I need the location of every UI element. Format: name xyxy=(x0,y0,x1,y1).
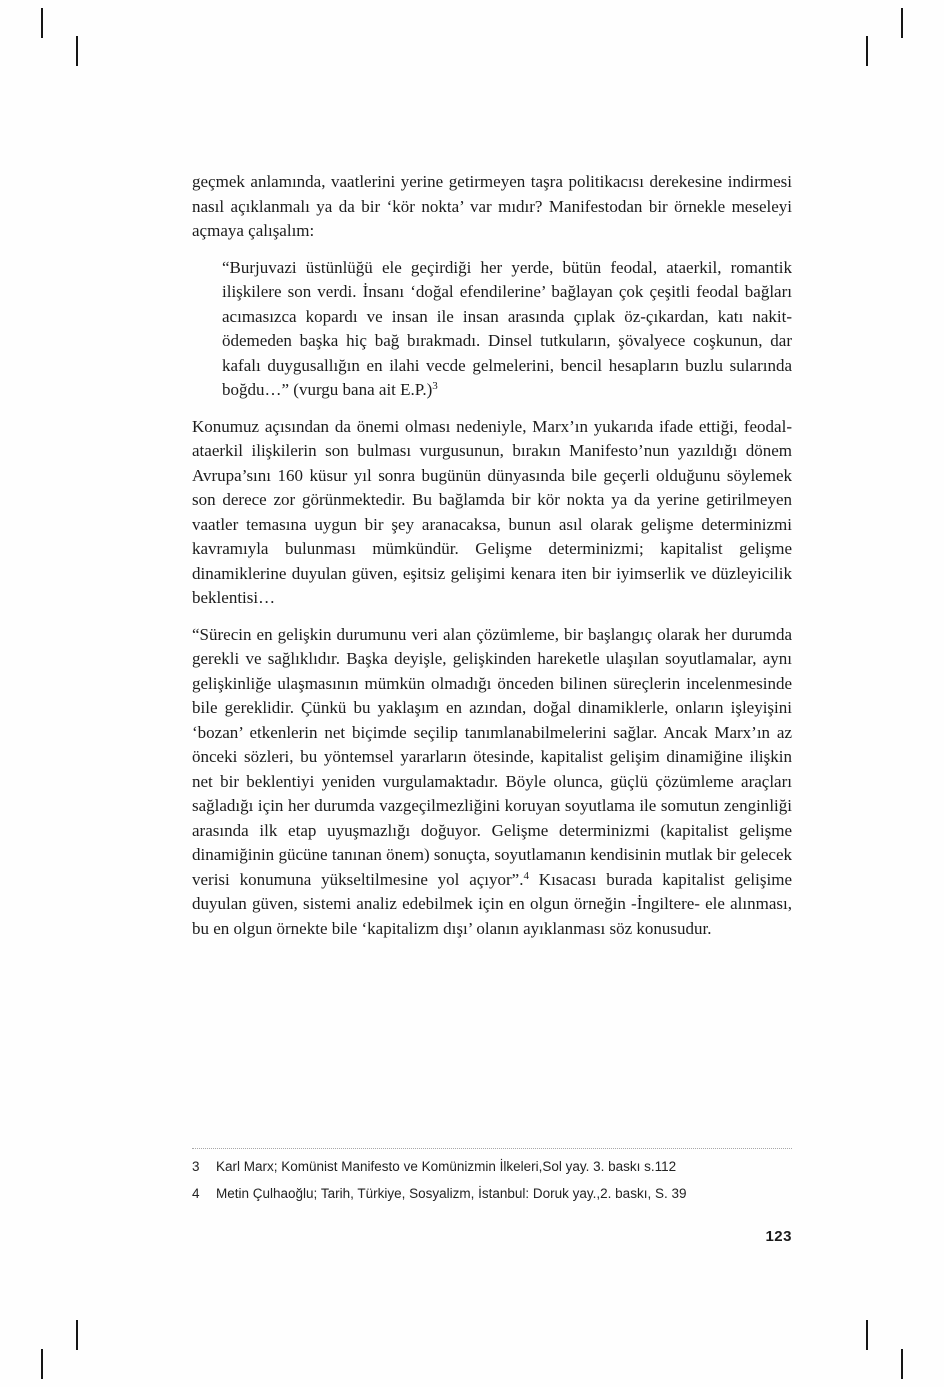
footnote-3 xyxy=(192,1158,792,1176)
footnote-number: 4 xyxy=(192,1186,200,1201)
footnote-text: Karl Marx; Komünist Manifesto ve Komünizmin İlkeleri,Sol yay. 3. baskı s.112 xyxy=(216,1159,677,1174)
paragraph-commentary: Konumuz açısından da önemi olması nedeniyle, Marx’ın yukarıda ifade ettiği, feodal-ataerkil ilişkilerin son bulması vurgusunun, bırakın Manifesto’nun yazıldığı dönem Avrupa’sını 160 küsur yıl sonra bugünün dünyasında bile geçerli olduğunu söylemek son derece zor görünmektedir. Bu bağlamda bir kör nokta ya da yerine getirilmeyen vaatler temasına uygun bir şey aranacaksa, bunun asıl olarak gelişme determinizmi kavramıyla bulunması mümkündür. Gelişme determinizmi; kapitalist gelişme dinamiklerine duyulan güven, eşitsiz gelişimi kenara iten bir iyimserlik ve düzleyicilik beklentisi… xyxy=(192,416,792,607)
crop-mark-bottom-left-outer xyxy=(41,1349,43,1379)
paragraph-text: Kısacası burada kapitalist gelişime duyulan güven, sistemi analiz edebilmek için en olgun örneğin -İngiltere- ele alınması, bu en olgun örnekte bile ‘kapitalizm dışı’ olanın ayıklanması söz konusudur. xyxy=(192,869,792,938)
crop-mark-bottom-right-inner xyxy=(866,1320,868,1350)
text-block xyxy=(192,170,792,953)
footnote-number: 3 xyxy=(192,1159,200,1174)
paragraph-text: “Sürecin en gelişkin durumunu veri alan çözümleme, bir başlangıç olarak her durumda gerekli ve sağlıklıdır. Başka deyişle, gelişkinden hareketle ulaşılan soyutlamalar, aynı gelişkinliğe ulaşmasının mümkün olmadığı önceden bilinen süreçlerin incelenmesinde bile gereklidir. Çünkü bu yaklaşım en azından, doğal dinamiklerle, onların işleyişini ‘bozan’ etkenlerin net biçimde seçilip tanımlanabilmelerini sağlar. Ancak Marx’ın az önceki sözleri, bu yöntemsel yararların ötesinde, kapitalist gelişim dinamiğine ilişkin net bir beklentiyi yeniden vurgulamaktadır. Böyle olunca, güçlü çözümleme araçları sağladığı için her durumda vazgeçilmezliğini koruyan soyutlama ile somutun zenginliği arasında ilk etap uyuşmazlığı doğuyor. Gelişme determinizmi (kapitalist gelişme dinamiğinin gücüne tanınan önem) sonuçta, soyutlamanın kendisinin mutlak bir gelecek verisi konumuna yükseltilmesine yol açıyor”. xyxy=(192,624,792,889)
footnote-divider xyxy=(192,1148,792,1149)
page-number: 123 xyxy=(765,1228,792,1245)
footnote-4 xyxy=(192,1185,792,1203)
crop-mark-top-left-outer xyxy=(41,8,43,38)
footnotes-section xyxy=(192,1148,792,1212)
paragraph-intro: geçmek anlamında, vaatlerini yerine getirmeyen taşra politikacısı derekesine indirmesi nasıl açıklanmalı ya da bir ‘kör nokta’ var mıdır? Manifestodan bir örnekle meseleyi açmaya çalışalım: xyxy=(192,172,792,240)
paragraph-quote-culhaoglu xyxy=(192,623,792,942)
blockquote-manifesto xyxy=(192,256,792,403)
crop-mark-top-right-inner xyxy=(866,36,868,66)
crop-mark-bottom-left-inner xyxy=(76,1320,78,1350)
crop-mark-top-right-outer xyxy=(901,8,903,38)
footnote-ref-4: 4 xyxy=(523,869,529,882)
footnote-text: Metin Çulhaoğlu; Tarih, Türkiye, Sosyalizm, İstanbul: Doruk yay.,2. baskı, S. 39 xyxy=(216,1186,687,1201)
quote-text: “Burjuvazi üstünlüğü ele geçirdiği her yerde, bütün feodal, ataerkil, romantik ilişkilere son verdi. İnsanı ‘doğal efendilerine’ bağlayan çok çeşitli feodal bağları acımasızca kopardı ve insan ile insan arasında çıplak öz-çıkardan, katı nakit-ödemeden başka hiç bağ bırakmadı. Dinsel tutkuların, şövalyece coşkunun, dar kafalı duygusallığın en ilahi vecde gelmelerini, bencil hesapların buzlu sularında boğdu…” (vurgu bana ait E.P.) xyxy=(222,257,792,399)
crop-mark-bottom-right-outer xyxy=(901,1349,903,1379)
footnote-ref-3: 3 xyxy=(432,380,438,392)
crop-mark-top-left-inner xyxy=(76,36,78,66)
